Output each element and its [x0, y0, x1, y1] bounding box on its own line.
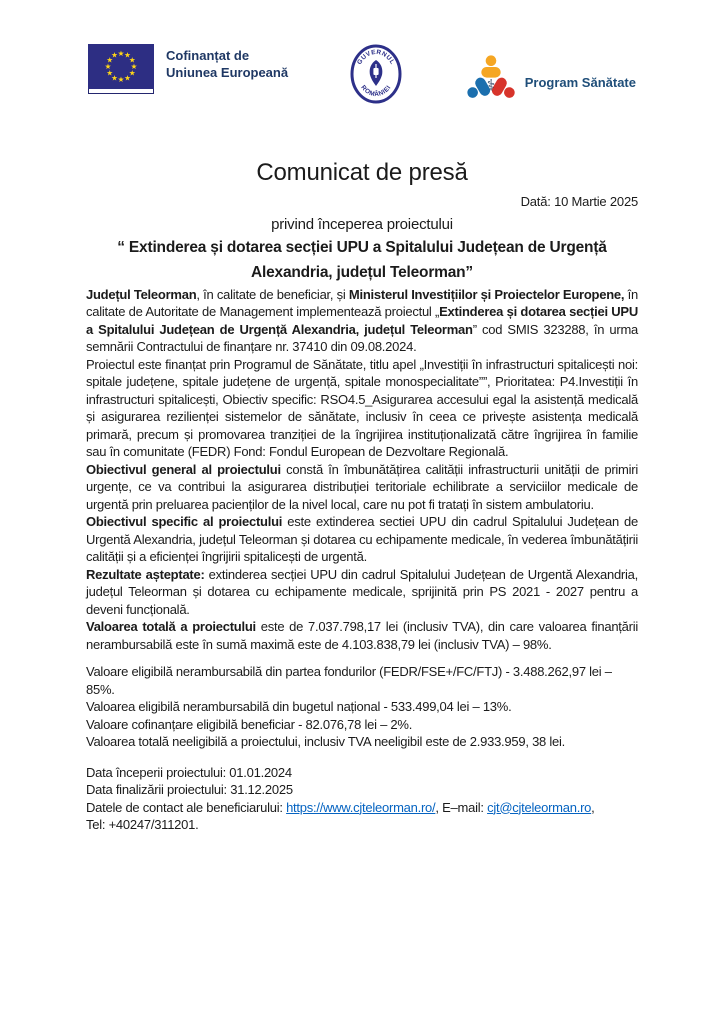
svg-text:⚕: ⚕ — [486, 76, 495, 95]
eu-caption-line2: Uniunea Europeană — [166, 64, 289, 80]
value-line-ineligible: Valoarea totală neeligibilă a proiectului, inclusiv TVA neeligibil este de 2.933.959, 38 lei. — [86, 734, 566, 750]
paragraph-total-value — [86, 618, 638, 653]
svg-text:★: ★ — [111, 50, 118, 60]
program-sanatate-logo — [464, 44, 636, 113]
text-run: Datele de contact ale beneficiarului: — [86, 799, 287, 815]
svg-text:★: ★ — [111, 73, 118, 83]
project-end-date: Data finalizării proiectului: 31.12.2025 — [86, 782, 293, 798]
text-run: , în calitate de beneficiar, și — [196, 286, 349, 302]
text-run: Rezultate așteptate: — [86, 566, 205, 582]
text-run: este extinderea sectiei UPU din cadrul Spitalului Județean de Urgentă Alexandria, județul Teleorman și dotarea cu echipamente medicale, în vederea îmbunătățirii calității și a eficienței îngrijirii spitalicești de urgentă. — [86, 514, 638, 565]
eu-cofunded-logo — [88, 44, 288, 94]
page-title: Comunicat de presă — [256, 159, 468, 186]
contact-line — [86, 799, 638, 817]
paragraph-expected-results — [86, 566, 638, 619]
text-run: este de 7.037.798,17 lei (inclusiv TVA), din care valoarea finanțării nerambursabilă este în sumă maximă este de 4.103.838,79 lei (inclusiv TVA) – 98%. — [86, 619, 639, 652]
svg-text:★: ★ — [106, 68, 114, 78]
text-run: Ministerul Investițiilor și Proiectelor Europene, — [348, 286, 625, 302]
paragraph-specific-objective — [86, 513, 638, 566]
value-line-funds: Valoare eligibilă nerambursabilă din partea fondurilor (FEDR/FSE+/FC/FTJ) - 3.488.262,97 lei – 85%. — [86, 664, 612, 697]
svg-text:ROMÂNIEI: ROMÂNIEI — [359, 84, 393, 99]
website-link[interactable]: https://www.cjteleorman.ro/ — [286, 799, 436, 815]
document-body — [0, 159, 724, 834]
eu-logo-caption — [166, 44, 288, 82]
text-run: extinderea secției UPU din cadrul Spitalului Județean de Urgentă Alexandria, județul Teleorman și dotarea cu echipamente medicale, sprijinită prin PS 2021 - 2027 pentru a deveni funcțională. — [86, 566, 638, 617]
svg-text:★: ★ — [117, 49, 125, 58]
romanian-government-seal-icon — [350, 44, 402, 109]
svg-text:★: ★ — [124, 73, 131, 83]
paragraph-program-funding — [86, 356, 638, 461]
project-dates-and-contact — [86, 764, 638, 834]
text-run: Obiectivul specific al proiectului — [86, 514, 283, 530]
eu-caption-line1: Cofinanțat de — [166, 48, 250, 63]
text-run: constă în îmbunătățirea calității infrastructurii unității de primiri urgențe, ce va contribui la asigurarea distribuției teritoriale echilibrate a serviciilor medicale de urgentă prin preluarea pacienților de la nivel local, care nu pot fi tratați în sistem ambulatoriu. — [86, 461, 638, 512]
text-run: , — [591, 799, 595, 815]
value-breakdown-list — [86, 663, 638, 751]
svg-text:★: ★ — [130, 62, 138, 71]
svg-text:★: ★ — [117, 75, 125, 84]
svg-text:★: ★ — [106, 55, 114, 65]
text-run: Obiectivul general al proiectului — [86, 461, 281, 477]
subject-line: privind începerea proiectului — [271, 216, 453, 233]
value-line-national-budget: Valoarea eligibilă nerambursabilă din bugetul național - 533.499,04 lei – 13%. — [86, 699, 512, 715]
telephone-line: Tel: +40247/311201. — [86, 817, 199, 833]
project-start-date: Data începerii proiectului: 01.01.2024 — [86, 764, 292, 780]
text-run: în calitate de Autoritate de Management implementează proiectul „ — [86, 286, 638, 320]
text-run: Extinderea și dotarea secției UPU a Spitalului Județean de Urgență Alexandria, județul Teleorman — [86, 304, 638, 337]
program-sanatate-caption: Program Sănătate — [524, 75, 636, 90]
text-run: , E–mail: — [435, 799, 488, 815]
text-run: Valoarea totală a proiectului — [86, 619, 256, 635]
text-run: Proiectul este finanțat prin Programul de Sănătate, titlu apel „Investiții în infrastructuri spitalicești noi: spitale județene, spitale județene de urgență, spitale monospecialitate””, Prioritatea: P4.Investiții în infrastructuri spitalicești, Obiectiv specific: RSO4.5_Asigurarea accesului egal la asistență medicală și asigurarea rezilienței sistemelor de sănătate, inclusiv în ceea ce privește asistența medicală primară, precum și promovarea tranziției de la îngrijirea instituționalizată către îngrijirea în familie sau în comunitate (FEDR) Fond: Fondul European de Dezvoltare Regională. — [86, 356, 638, 460]
svg-text:★: ★ — [128, 55, 136, 65]
eu-flag-icon — [88, 44, 154, 94]
program-sanatate-icon — [464, 52, 518, 113]
project-title-line2: Alexandria, județul Teleorman” — [251, 263, 473, 281]
email-link[interactable]: cjt@cjteleorman.ro — [487, 799, 592, 815]
project-title — [86, 236, 638, 286]
project-title-line1: “ Extinderea și dotarea secției UPU a Spitalului Județean de Urgență — [117, 239, 607, 256]
date-line: Dată: 10 Martie 2025 — [520, 194, 638, 209]
paragraph-beneficiary — [86, 286, 638, 356]
svg-text:GUVERNUL: GUVERNUL — [355, 48, 396, 66]
svg-text:★: ★ — [128, 68, 136, 78]
svg-text:★: ★ — [124, 50, 131, 60]
svg-text:★: ★ — [104, 62, 112, 71]
value-line-beneficiary-cofinancing: Valoare cofinanțare eligibilă beneficiar - 82.076,78 lei – 2%. — [86, 716, 413, 732]
text-run: ” cod SMIS 323288, în urma semnării Contractului de finanțare nr. 37410 din 09.08.2024. — [86, 321, 639, 355]
logo-header — [0, 0, 724, 113]
text-run: Județul Teleorman — [86, 286, 197, 302]
paragraph-general-objective — [86, 461, 638, 514]
